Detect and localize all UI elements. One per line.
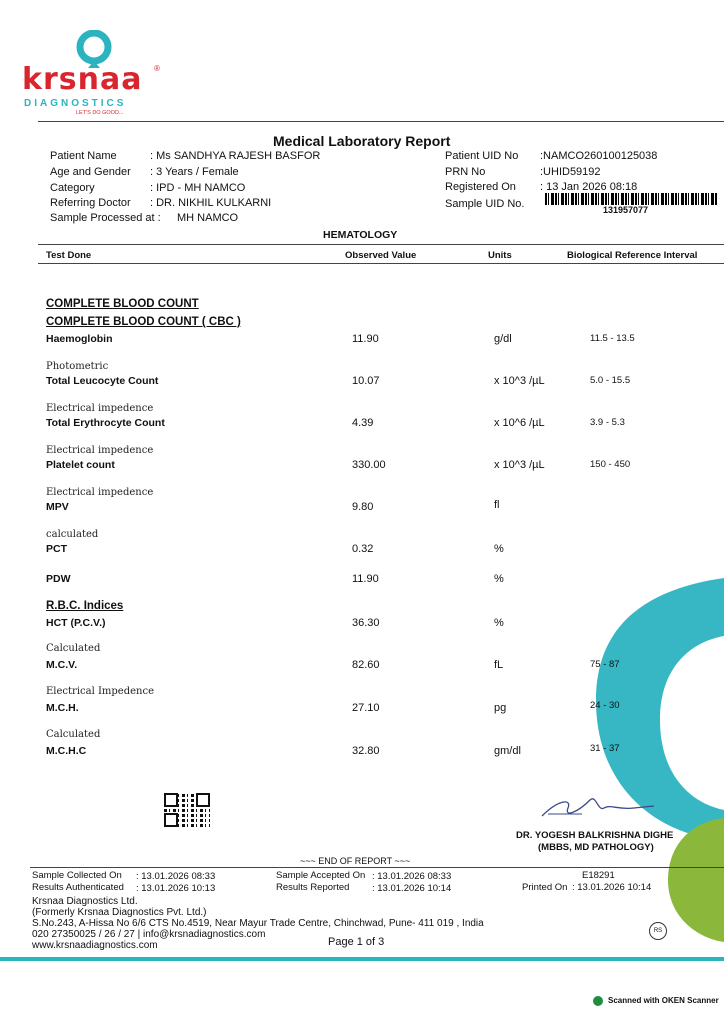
method-tlc: Photometric	[46, 361, 109, 372]
test-name-mcv: M.C.V.	[46, 659, 78, 671]
col-units: Units	[488, 250, 512, 261]
method-mcv: Calculated	[46, 643, 101, 654]
method-mchc: Calculated	[46, 729, 101, 740]
test-unit-pct: %	[494, 543, 504, 555]
test-ref-platelet: 150 - 450	[590, 459, 631, 470]
test-ref-mch: 24 - 30	[590, 700, 620, 711]
brand-name: krsnaa	[22, 62, 143, 97]
test-name-pct: PCT	[46, 543, 67, 555]
test-name-haemoglobin: Haemoglobin	[46, 333, 113, 345]
department-title: HEMATOLOGY	[323, 229, 398, 241]
test-ref-haemoglobin: 11.5 - 13.5	[590, 333, 635, 344]
test-ref-mcv: 75 - 87	[590, 659, 620, 670]
age-gender-label: Age and Gender	[50, 166, 131, 178]
reported-label: Results Reported	[276, 882, 350, 893]
brand-logo	[22, 30, 172, 115]
company-contact: 020 27350025 / 26 / 27 | info@krsnadiagnostics.com	[32, 929, 266, 940]
col-reference-interval: Biological Reference Interval	[567, 250, 698, 261]
test-ref-tlc: 5.0 - 15.5	[590, 375, 631, 386]
company-website: www.krsnaadiagnostics.com	[32, 940, 158, 951]
rs-badge: RS	[649, 922, 667, 940]
category-value: : IPD - MH NAMCO	[150, 182, 246, 194]
method-mpv: Electrical impedence	[46, 487, 154, 498]
sample-barcode	[545, 193, 717, 205]
method-platelet: Electrical impedence	[46, 445, 154, 456]
accepted-label: Sample Accepted On	[276, 870, 366, 881]
sample-uid-value: 131957077	[603, 205, 649, 215]
test-value-tec: 4.39	[352, 417, 374, 429]
authenticated-label: Results Authenticated	[32, 882, 124, 893]
test-unit-tlc: x 10^3 /µL	[494, 375, 545, 387]
test-value-haemoglobin: 11.90	[352, 333, 379, 345]
test-unit-haemoglobin: g/dl	[494, 333, 512, 345]
end-of-report: ~~~ END OF REPORT ~~~	[300, 856, 411, 866]
referring-doctor-label: Referring Doctor	[50, 197, 131, 209]
patient-uid-value: :NAMCO260100125038	[540, 150, 658, 162]
test-name-mchc: M.C.H.C	[46, 745, 87, 757]
test-name-mpv: MPV	[46, 501, 69, 513]
test-ref-mchc: 31 - 37	[590, 743, 620, 754]
company-address: S.No.243, A-Hissa No 6/6 CTS No.4519, Near Mayur Trade Centre, Chinchwad, Pune- 411 019 , India	[32, 918, 484, 929]
test-value-pct: 0.32	[352, 543, 374, 555]
patient-uid-label: Patient UID No	[445, 150, 519, 162]
test-ref-tec: 3.9 - 5.3	[590, 417, 625, 428]
brand-sub: DIAGNOSTICS	[24, 98, 127, 109]
method-pct: calculated	[46, 529, 99, 540]
test-value-mcv: 82.60	[352, 659, 380, 671]
prn-label: PRN No	[445, 166, 486, 178]
test-value-mpv: 9.80	[352, 501, 374, 513]
column-header-bottom-rule	[38, 263, 724, 264]
test-unit-hct: %	[494, 617, 504, 629]
test-name-platelet: Platelet count	[46, 459, 115, 471]
test-value-pdw: 11.90	[352, 573, 379, 585]
reported-value: : 13.01.2026 10:14	[372, 883, 452, 894]
age-gender-value: : 3 Years / Female	[150, 166, 239, 178]
accepted-value: : 13.01.2026 08:33	[372, 871, 452, 882]
col-test-done: Test Done	[46, 250, 92, 261]
test-name-tlc: Total Leucocyte Count	[46, 375, 159, 387]
col-observed-value: Observed Value	[345, 250, 417, 261]
page-number: Page 1 of 3	[328, 936, 385, 948]
test-name-hct: HCT (P.C.V.)	[46, 617, 106, 629]
method-tec: Electrical impedence	[46, 403, 154, 414]
company-name: Krsnaa Diagnostics Ltd.	[32, 896, 138, 907]
collected-label: Sample Collected On	[32, 870, 122, 881]
company-formerly: (Formerly Krsnaa Diagnostics Pvt. Ltd.)	[32, 907, 207, 918]
column-header-top-rule	[38, 244, 724, 245]
report-title: Medical Laboratory Report	[273, 133, 451, 149]
prn-value: :UHID59192	[540, 166, 601, 178]
brand-tagline: LET'S DO GOOD...	[76, 110, 124, 116]
test-value-mch: 27.10	[352, 702, 380, 714]
printed-label: Printed On	[522, 882, 568, 893]
registered-value: : 13 Jan 2026 08:18	[540, 181, 638, 193]
referring-doctor-value: : DR. NIKHIL KULKARNI	[150, 197, 272, 209]
test-unit-mch: pg	[494, 702, 507, 714]
printed-value: : 13.01.2026 10:14	[572, 882, 652, 893]
category-label: Category	[50, 182, 95, 194]
footer-teal-band	[0, 957, 724, 961]
scanner-icon	[593, 996, 603, 1006]
brand-reg-mark: ®	[154, 64, 160, 73]
test-unit-mchc: gm/dl	[494, 745, 521, 757]
test-name-pdw: PDW	[46, 573, 71, 585]
test-unit-mcv: fL	[494, 659, 504, 671]
doctor-signature	[538, 790, 658, 824]
registered-label: Registered On	[445, 181, 516, 193]
patient-name-label: Patient Name	[50, 150, 117, 162]
signatory-name: DR. YOGESH BALKRISHNA DIGHE	[516, 830, 674, 841]
patient-name-value: : Ms SANDHYA RAJESH BASFOR	[150, 150, 321, 162]
test-unit-pdw: %	[494, 573, 504, 585]
test-value-tlc: 10.07	[352, 375, 380, 387]
test-unit-mpv: fl	[494, 499, 500, 511]
test-value-platelet: 330.00	[352, 459, 386, 471]
test-name-tec: Total Erythrocyte Count	[46, 417, 165, 429]
footer-rule	[30, 867, 724, 868]
test-unit-platelet: x 10^3 /µL	[494, 459, 545, 471]
section-rbc-indices: R.B.C. Indices	[46, 600, 124, 612]
authenticated-value: : 13.01.2026 10:13	[136, 883, 216, 894]
qr-code	[164, 793, 210, 827]
section-cbc: COMPLETE BLOOD COUNT	[46, 298, 199, 310]
test-unit-tec: x 10^6 /µL	[494, 417, 545, 429]
sample-uid-label: Sample UID No.	[445, 198, 525, 210]
test-value-mchc: 32.80	[352, 745, 380, 757]
sample-processed-value: MH NAMCO	[177, 212, 239, 224]
method-mch: Electrical Impedence	[46, 686, 154, 697]
test-value-hct: 36.30	[352, 617, 380, 629]
section-cbc-sub: COMPLETE BLOOD COUNT ( CBC )	[46, 316, 241, 328]
header-rule	[38, 121, 724, 122]
sample-processed-label: Sample Processed at :	[50, 212, 161, 224]
report-code: E18291	[582, 870, 615, 881]
green-arc-shape	[668, 818, 724, 942]
scanner-watermark: Scanned with OKEN Scanner	[608, 996, 719, 1005]
test-name-mch: M.C.H.	[46, 702, 79, 714]
signatory-qualification: (MBBS, MD PATHOLOGY)	[538, 842, 654, 853]
collected-value: : 13.01.2026 08:33	[136, 871, 216, 882]
